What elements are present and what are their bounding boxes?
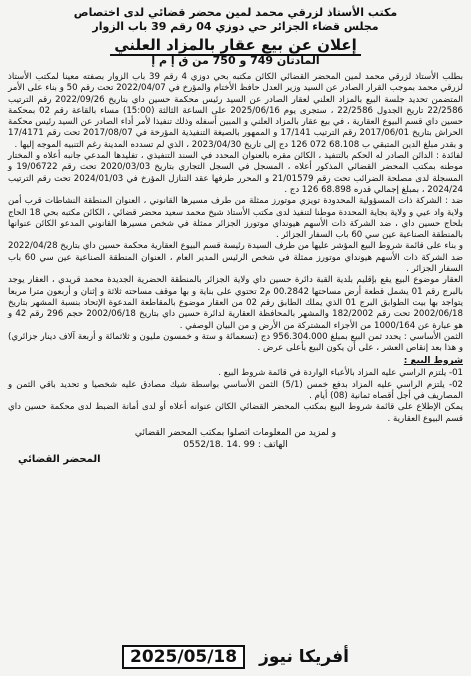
notice-body (8, 72, 463, 466)
paragraph-request: بطلب الأستاذ لزرقي محمد لمين المحضر القضائي الكائن مكتبه بحي دوزي 4 رقم 39 باب الزوار بصفته معينا لمكتب الأستاذ لزرقي محمد بموجب القرار الصادر عن السيد وزير العدل حافظ الأختام والمؤرخ في 2022/04/07 تحت رقم 50 و بناء على الأمر المتضمن تحديد جلسة البيع بالمزاد العلني لعقار الصادر عن السيد رئيس محكمة حسين داي بتاريخ 2022/09/26 رقم الترتيب 22/2586 تاريخ الجدول 22/2586 ، ستجرى يوم 2025/06/16 على الساعة الثالثة (15:00) مساء بالقاعة رقم 02 بمحكمة حسين داي قسم البيوع العقارية ، في بيع عقار بالمزاد العلني و المبين أسفله وذلك تنفيذا لأمر أداء الصادر عن السيد رئيس محكمة الحراش بتاريخ 2017/06/01 رقم الترتيب 17/141 و الممهور بالصيغة التنفيذية المؤرخة في 2017/08/07 تحت رقم 17/4171 و بقدر مبلغ الدين المتبقي ب 68.108 072 126 دج إلى تاريخ 2023/04/30 ، الذي لم تسدده المدينة رغم التنبيه الموجه إليها . (8, 72, 464, 150)
footer (0, 644, 471, 670)
signature: المحضر القضائي (18, 453, 101, 465)
newspaper-brand: أفريكا نيوز (259, 647, 349, 667)
notice-title (8, 36, 463, 54)
closing-text: و لمزيد من المعلومات اتصلوا بمكتب المحضر القضائي (134, 427, 337, 438)
paragraph-against: ضد : الشركة ذات المسؤولية المحدودة تويزي موتورز ممثلة من طرف مسيرها القانوني ، العنوان المنطقة النشاطات قرب أمن ولاية واد عيي و ولاية بجاية المحددة موطنا لتنفيذ لدى مكتب الأستاذ شيخ محمد سعيد محضر قضائي ، الكائن مكتبه بحي 18 الحاج بلحاج حسين داي ، ضد الشركة ذات الأسهم هيونداي موتورز الجزائر ممثلة في شخص مسيرها القانوني المدعو الكائن عنوانها بالمنطقة الصناعية عين سي 60 باب السفار الجزائر . (8, 196, 463, 241)
office-header: مكتب الأستاذ لزرقي محمد لمين محضر قضائي لدى اختصاص (73, 6, 398, 19)
condition-item: 01- يلتزم الراسي عليه المزاد بالأعباء الواردة في قائمة شروط البيع . (218, 368, 463, 379)
conditions-title (8, 355, 463, 367)
notice-subtitle: المادتان 749 و 750 من ق إ م إ (151, 54, 320, 67)
paragraph-conditions-list: و بناء على قائمة شروط البيع المؤشر عليها من طرف السيدة رئيسة قسم البيوع العقارية محكمة حسين داي بتاريخ 2022/04/28 ضد الشركة ذات الأسهم هيونداي موتورز ممثلة في شخص الرئيس المدير العام ، العنوان المنطقة الصناعية عين سي 60 باب السفار الجزائر . (8, 241, 463, 275)
condition-item: 02- يلتزم الراسي عليه المزاد بدفع خمس (5/1) الثمن الأساسي بواسطة شيك مصادق عليه شخصيا و تحديد باقي الثمن و المصاريف في أجل أقصاه ثمانية (08) أيام . (8, 379, 463, 402)
office-address: مجلس قضاء الجزائر حي دوزي 04 رقم 39 باب الزوار (92, 20, 379, 33)
publication-date: 2025/05/18 (122, 645, 245, 669)
paragraph-beneficiary: لفائدة : الدائن الصادر له الحكم بالتنفيذ ، الكائن مقره بالعنوان المحدد في السند التنفيذي ، تفليدها المدعي جانبه أعلاه و المختار موطنه بمكتب المحضر القضائي المذكور أعلاه ، المسجل في السجل التجاري بتاريخ 2020/03/03 تحت رقم 19/06722 و المسجلة لدى مصلحة الضرائب تحت رقم 21/01579 و المحرر طرفها عقد التنازل المؤرخ في 2024/01/03 تحت رقم الترتيب 2024/24 ، بمبلغ إجمالي قدره 68.898 126 دج . (8, 151, 463, 195)
paragraph-property: العقار موضوع البيع يقع بإقليم بلدية القبة دائرة حسين داي ولاية الجزائر بالمنطقة الحضرية الجديدة محمد قريدي ، العقار يوجد بالبرج رقم 01 يشمل قطعة أرض مساحتها 00.2842 م2 تحتوي على بناية و بها موقف مساحته ثلاثة و إثنان و أربعون مترا مربعا يتواجد بها بيت الطوابق البرج 01 الذي يملك الطابق رقم 02 من العقار موضوع بالمقاطعة المدعوة الإتحاد بنسبة المشهر بتاريخ 2002/06/18 تحت رقم 182/2002 والمشهر بالمحافظة العقارية لدائرة حسين داي بتاريخ 2002/06/18 حجم 296 رقم 42 و هو عبارة عن 1000/164 من الأجزاء المشتركة من الأرض و من البيان الوصفي . (8, 275, 464, 331)
phone-number: الهاتف : 99 .14 .0552/18 (183, 439, 288, 450)
condition-item: يمكن الإطلاع على قائمة شروط البيع بمكتب المحضر القضائي الكائن عنوانه أعلاه أو لدى أمانة الضبط لدى محكمة حسين داي قسم البيوع العقارية . (8, 402, 463, 424)
paragraph-price: الثمن الأساسي : يحدد ثمن البيع بمبلغ 956.304.000 دج (تسعمائة و ستة و خمسون مليون و ثلاثمائة و أربعة آلاف دينار جزائري) و هذا بعد إنقاص العشر ، على أن يكون البيع بأعلى عرض . (8, 331, 463, 354)
notice-title-text: إعلان عن بيع عقار بالمزاد العلني (110, 36, 361, 56)
conditions-title-text: شروط البيع : (403, 356, 463, 367)
